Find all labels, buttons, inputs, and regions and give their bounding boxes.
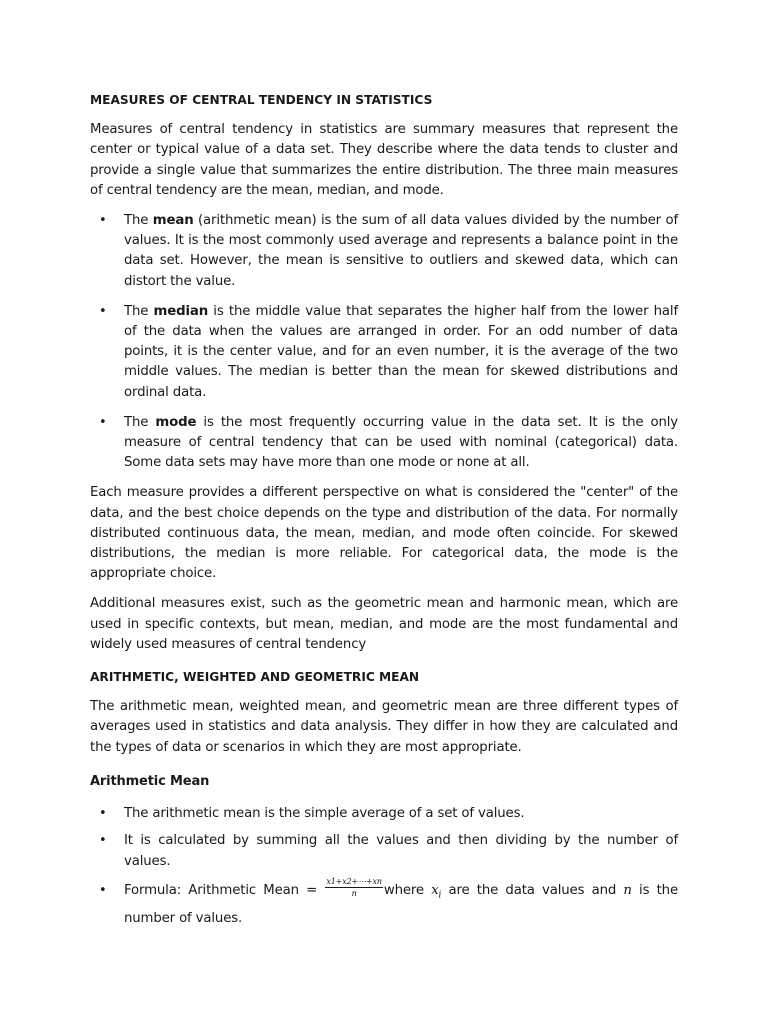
bullet-icon: • — [99, 414, 107, 430]
list-item-mode: • The mode is the most frequently occurring value in the data set. It is the only measure of central tendency that can be used with nominal (categorical) data. Some data sets may have more than one mode or none at all. — [99, 414, 679, 471]
bullet-icon: • — [99, 806, 107, 822]
list-item: • The arithmetic mean is the simple average of a set of values. — [90, 804, 678, 824]
intro-paragraph: Measures of central tendency in statistics are summary measures that represent the center or typical value of a data set. They describe where the data tends to cluster and provide a single value that summarizes the entire distribution. The three main measures of central tendency are the mean, median, and mode. — [90, 122, 678, 198]
bullet-icon: • — [99, 882, 107, 898]
term-mean: mean — [152, 213, 194, 229]
document-page — [90, 90, 678, 938]
section-title: ARITHMETIC, WEIGHTED AND GEOMETRIC MEAN — [90, 670, 420, 685]
bullet-icon: • — [99, 833, 107, 849]
term-mode: mode — [155, 414, 197, 430]
additional-measures-paragraph: Additional measures exist, such as the geometric mean and harmonic mean, which are used in specific contexts, but mean, median, and mode are the most fundamental and widely used measures of central tendency — [90, 596, 678, 652]
section-intro-paragraph: The arithmetic mean, weighted mean, and geometric mean are three different types of averages used in statistics and data analysis. They differ in how they are calculated and the types of data or scenarios in which they are most appropriate. — [90, 699, 678, 755]
list-item-median: • The median is the middle value that separates the higher half from the lower half of the data when the values are arranged in order. For an odd number of data points, it is the center value, and for an even number, it is the average of the two middle values. The median is better than the mean for skewed distributions and ordinal data. — [99, 303, 678, 400]
list-item-mean: • The mean (arithmetic mean) is the sum of all data values divided by the number of values. It is the most commonly used average and represents a balance point in the data set. However, the mean is sensitive to outliers and skewed data, which can distort the value. — [99, 213, 678, 289]
measures-list — [90, 211, 678, 473]
mean-fraction — [325, 877, 382, 898]
bullet-icon: • — [99, 213, 107, 229]
symbol-n: n — [623, 882, 632, 898]
fraction-numerator: x1+x2+⋯+xn — [326, 877, 382, 887]
sub-heading-arithmetic-mean: Arithmetic Mean — [90, 773, 210, 789]
perspective-paragraph: Each measure provides a different perspective on what is considered the "center" of the data, and the best choice depends on the type and distribution of the data. For normally distributed continuous data, the mean, median, and mode often coincide. For skewed distributions, the median is more reliable. For categorical data, the mode is the appropriate choice. — [90, 485, 678, 582]
list-item-formula: • Formula: Arithmetic Mean = $\frac{x1+x2+\cdots+xn}{n}$ where $x_i$ are the data values and n is the number of values. — [99, 877, 678, 927]
list-item: • It is calculated by summing all the values and then dividing by the number of values. — [99, 833, 678, 869]
arithmetic-mean-list — [90, 804, 678, 931]
fraction-denominator: n — [351, 889, 357, 899]
page-title: MEASURES OF CENTRAL TENDENCY IN STATISTICS — [90, 93, 433, 107]
bullet-icon: • — [99, 303, 107, 319]
symbol-xi: $x_i$ — [431, 882, 442, 901]
term-median: median — [153, 303, 209, 319]
